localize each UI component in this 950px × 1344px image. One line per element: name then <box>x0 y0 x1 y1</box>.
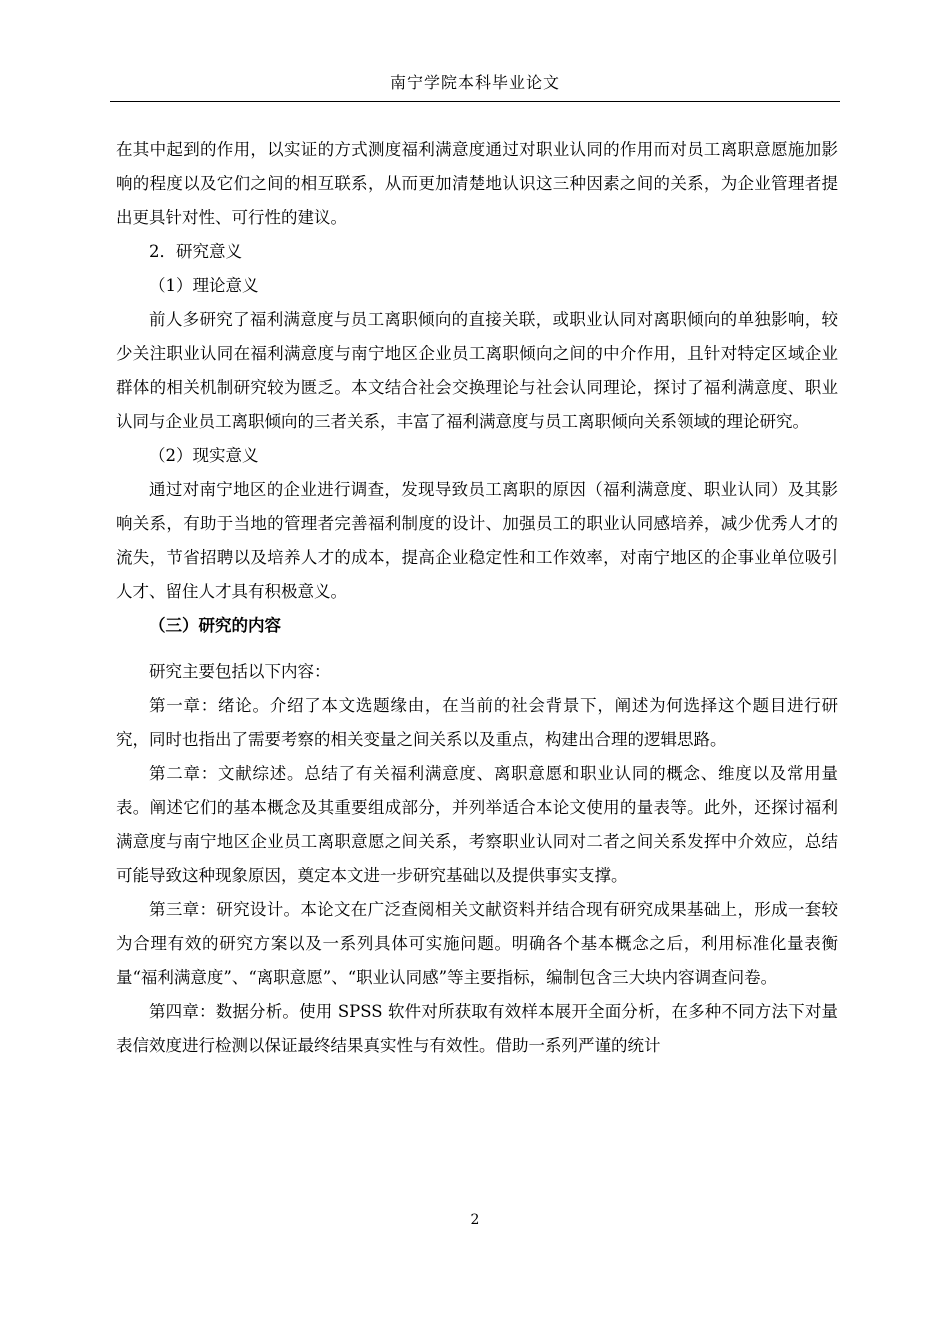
paragraph-chapter-3: 第三章：研究设计。本论文在广泛查阅相关文献资料并结合现有研究成果基础上，形成一套较为合理有效的研究方案以及一系列具体可实施问题。明确各个基本概念之后，利用标准化量表衡量“福利满意度”、“离职意愿”、“职业认同感”等主要指标，编制包含三大块内容调查问卷。 <box>116 900 838 987</box>
page-number: 2 <box>470 1212 480 1228</box>
paragraph-chapter-4: 第四章：数据分析。使用 SPSS 软件对所获取有效样本展开全面分析，在多种不同方法下对量表信效度进行检测以保证最终结果真实性与有效性。借助一系列严谨的统计 <box>116 1002 838 1055</box>
paragraph-continued: 在其中起到的作用，以实证的方式测度福利满意度通过对职业认同的作用而对员工离职意愿施加影响的程度以及它们之间的相互联系，从而更加清楚地认识这三种因素之间的关系，为企业管理者提出更具针对性、可行性的建议。 <box>116 140 838 227</box>
paragraph-chapter-1: 第一章：绪论。介绍了本文选题缘由，在当前的社会背景下，阐述为何选择这个题目进行研究，同时也指出了需要考察的相关变量之间关系以及重点，构建出合理的逻辑思路。 <box>116 696 838 749</box>
heading-practical-significance: （2）现实意义 <box>149 446 259 465</box>
body-content <box>116 133 838 1063</box>
heading-research-significance: 2．研究意义 <box>149 242 242 261</box>
paragraph-content-intro: 研究主要包括以下内容： <box>149 662 331 681</box>
paragraph-theoretical-significance: 前人多研究了福利满意度与员工离职倾向的直接关联，或职业认同对离职倾向的单独影响，较少关注职业认同在福利满意度与南宁地区企业员工离职倾向之间的中介作用，且针对特定区域企业群体的相关机制研究较为匮乏。本文结合社会交换理论与社会认同理论，探讨了福利满意度、职业认同与企业员工离职倾向的三者关系，丰富了福利满意度与员工离职倾向关系领域的理论研究。 <box>116 310 838 431</box>
page-header-title: 南宁学院本科毕业论文 <box>389 73 560 92</box>
header-rule <box>110 101 840 102</box>
paragraph-practical-significance: 通过对南宁地区的企业进行调查，发现导致员工离职的原因（福利满意度、职业认同）及其影响关系，有助于当地的管理者完善福利制度的设计、加强员工的职业认同感培养，减少优秀人才的流失，节省招聘以及培养人才的成本，提高企业稳定性和工作效率，对南宁地区的企事业单位吸引人才、留住人才具有积极意义。 <box>116 480 838 601</box>
paragraph-chapter-2: 第二章：文献综述。总结了有关福利满意度、离职意愿和职业认同的概念、维度以及常用量表。阐述它们的基本概念及其重要组成部分，并列举适合本论文使用的量表等。此外，还探讨福利满意度与南宁地区企业员工离职意愿之间关系，考察职业认同对二者之间关系发挥中介效应，总结可能导致这种现象原因，奠定本文进一步研究基础以及提供事实支撑。 <box>116 764 838 885</box>
heading-research-content: （三）研究的内容 <box>149 616 281 635</box>
heading-theoretical-significance: （1）理论意义 <box>149 276 259 295</box>
